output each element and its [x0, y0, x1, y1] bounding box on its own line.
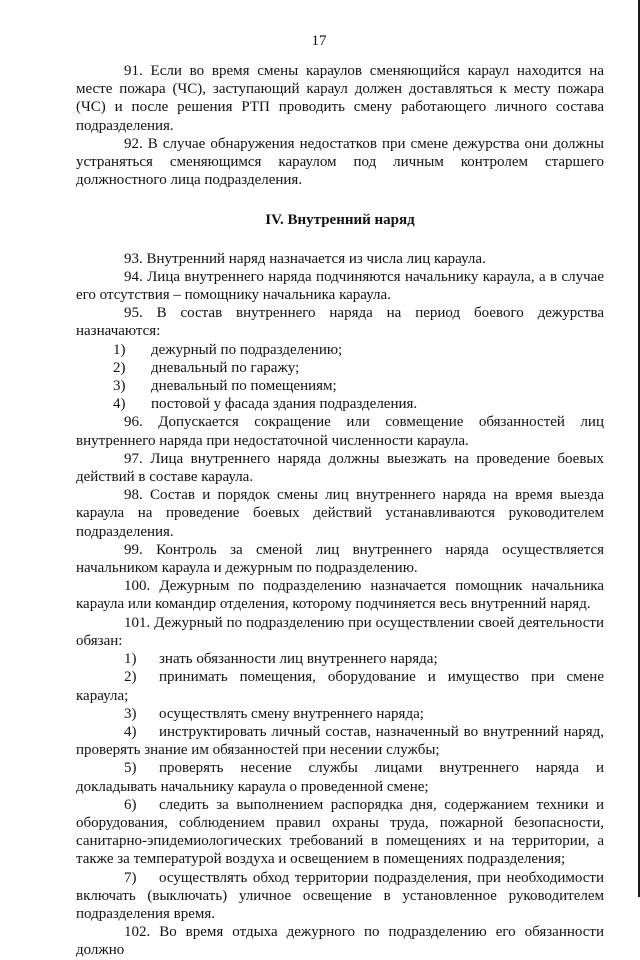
paragraph-93: 93. Внутренний наряд назначается из числа лиц караула. [124, 250, 486, 267]
page-number: 17 [311, 33, 327, 49]
paragraph-99: 99. Контроль за сменой лиц внутреннего наряда осуществляется начальником караула и дежурным по подразделению. [76, 541, 604, 577]
paragraph-96: 96. Допускается сокращение или совмещение обязанностей лиц внутреннего наряда при недостаточной численности караула. [76, 414, 604, 449]
paragraph-98: 98. Состав и порядок смены лиц внутреннего наряда на время выезда караула на проведение боевых действий устанавливаются руководителем подразделения. [76, 487, 604, 540]
list-item: 4) постовой у фасада здания подразделения. [113, 396, 418, 413]
list-item-5: 5) проверять несение службы лицами внутреннего наряда и докладывать начальнику караула о проведенной смене; [76, 760, 604, 795]
list-item-6: 6) следить за выполнением распорядка дня, содержанием техники и оборудования, соблюдением правил охраны труда, пожарной безопасности, санитарно-эпидемиологических требований в помещениях и на территории, а также за температурой воздуха и освещением в помещениях подразделения; [76, 796, 604, 868]
list-item-3: 3) осуществлять смену внутреннего наряда; [124, 705, 424, 722]
paragraph-91: 91. Если во время смены караулов сменяющийся караул находится на месте пожара (ЧС), заступающий караул должен доставляться к месту пожара (ЧС) и после решения РТП проводить смену работающего личного состава подразделения. [76, 63, 604, 134]
list-item: 1) дежурный по подразделению; [113, 341, 343, 358]
paragraph-95: 95. В состав внутреннего наряда на период боевого дежурства назначаются: [76, 305, 604, 340]
list-item-2: 2) принимать помещения, оборудование и имущество при смене караула; [76, 669, 604, 704]
list-item: 3) дневальный по помещениям; [113, 378, 337, 395]
paragraph-97: 97. Лица внутреннего наряда должны выезжать на проведение боевых действий в составе караула. [76, 450, 604, 486]
list-item: 2) дневальный по гаражу; [113, 359, 300, 376]
list-item-4: 4) инструктировать личный состав, назначенный во внутренний наряд, проверять знание им обязанностей при несении службы; [76, 723, 604, 759]
list-item-1: 1) знать обязанности лиц внутреннего наряда; [124, 651, 438, 668]
paragraph-92: 92. В случае обнаружения недостатков при смене дежурства они должны устраняться сменяющимся караулом под личным контролем старшего должностного лица подразделения. [76, 135, 604, 189]
paragraph-94: 94. Лица внутреннего наряда подчиняются начальнику караула, а в случае его отсутствия – помощнику начальника караула. [76, 268, 604, 304]
paragraph-100: 100. Дежурным по подразделению назначается помощник начальника караула или командир отделения, которому подчиняется весь внутренний наряд. [76, 578, 604, 613]
section-title: IV. Внутренний наряд [265, 212, 415, 229]
list-item-7: 7) осуществлять обход территории подразделения, при необходимости включать (выключать) уличное освещение в установленное руководителем подразделения время. [76, 869, 604, 922]
paragraph-101: 101. Дежурный по подразделению при осуществлении своей деятельности обязан: [76, 614, 604, 649]
paragraph-102: 102. Во время отдыха дежурного по подразделению его обязанности должно [76, 924, 604, 959]
document-body [76, 62, 604, 960]
